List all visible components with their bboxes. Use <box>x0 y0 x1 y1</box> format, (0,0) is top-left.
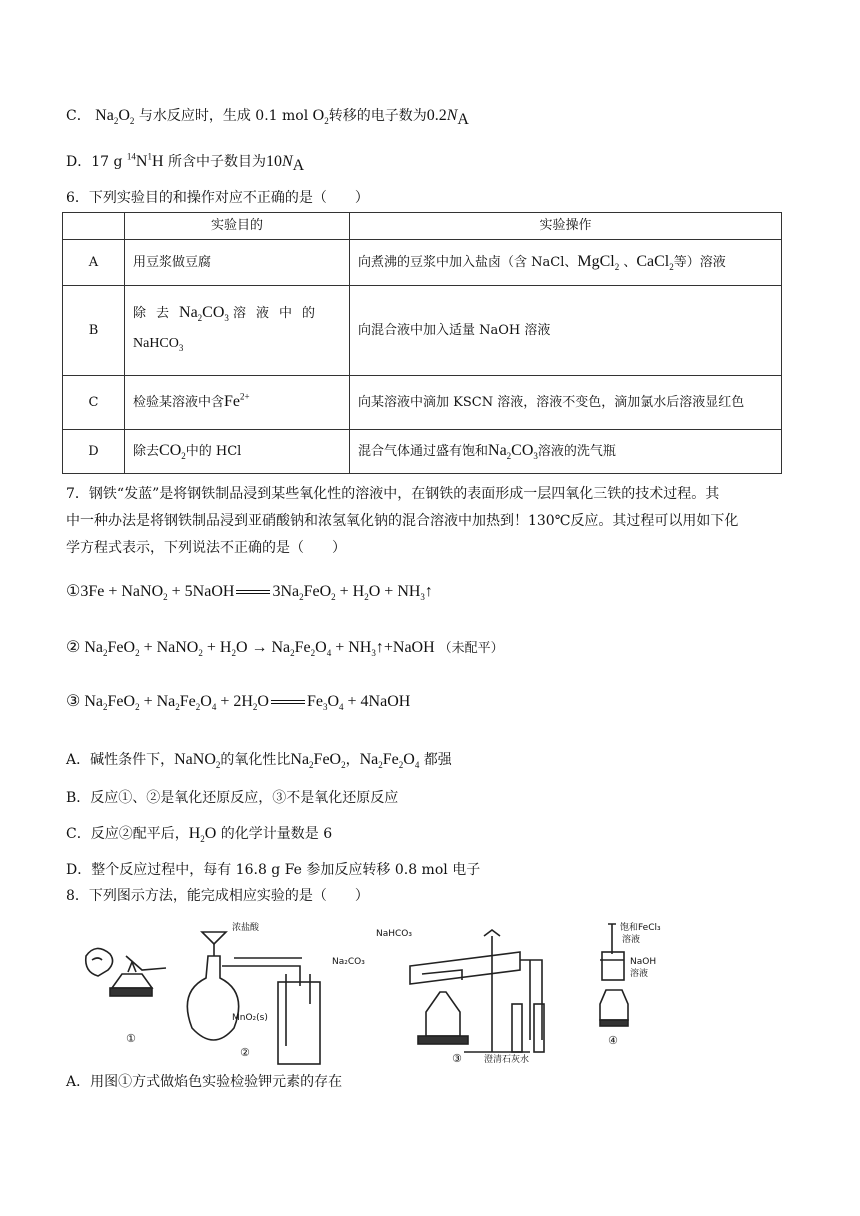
figure-3-number: ③ <box>452 1052 462 1065</box>
figure-4-number: ④ <box>608 1034 618 1047</box>
avogadro-symbol: N <box>446 107 458 124</box>
formula-na2fe2o4: $Na_2Fe_2O_4$ <box>359 751 420 771</box>
option-text-2: 的化学计量数是 6 <box>220 826 333 842</box>
table-row <box>63 240 782 286</box>
table-header-row <box>63 213 782 240</box>
table-row <box>63 286 782 376</box>
equation-1: ①3Fe + NaNO$_2$ + 5NaOH $3Na_2FeO_2 + H_2O$ + $NH_3↑$ <box>66 583 433 603</box>
equation-3: ③ $Na_2FeO_2 + Na_2Fe_2O_4 + 2H_2O$ $Fe_3O_4$ + 4NaOH <box>66 693 411 713</box>
formula-nahco3: NaHCO$_3$ <box>133 336 184 353</box>
q7-option-a: A．碱性条件下，NaNO$_2$的氧化性比$Na_2FeO_2$，$Na_2Fe_2O_4$ 都强 <box>66 751 452 771</box>
row-purpose: 用豆浆做豆腐 <box>125 240 350 286</box>
q7-option-d: D．整个反应过程中，每有 16.8 g Fe 参加反应转移 0.8 mol 电子 <box>66 862 481 878</box>
value: 10 <box>265 153 282 170</box>
header-blank <box>63 213 125 240</box>
table-row <box>63 430 782 474</box>
table-row <box>63 376 782 430</box>
q6-table <box>62 212 782 474</box>
label-concentrated-hcl: 浓盐酸 <box>232 923 260 933</box>
avogadro-sub: A <box>457 110 469 128</box>
formula-na2o2: $Na_2O_2$ <box>95 107 135 127</box>
q6-stem: 6．下列实验目的和操作对应不正确的是（ ） <box>66 190 369 206</box>
avogadro-symbol: N <box>281 153 293 170</box>
header-purpose: 实验目的 <box>125 213 350 240</box>
header-operation: 实验操作 <box>350 213 782 240</box>
formula-o2: $O_2$ <box>312 107 329 127</box>
q8-option-a: A．用图①方式做焰色实验检验钾元素的存在 <box>66 1074 343 1090</box>
figure-2-chlorine <box>187 932 320 1064</box>
option-text: C．反应②配平后， <box>66 826 189 842</box>
label-limewater: 澄清石灰水 <box>484 1055 530 1065</box>
op-text-2: 等）溶液 <box>673 255 726 270</box>
option-text: A．碱性条件下， <box>66 752 175 768</box>
op-text: 混合气体通过盛有饱和 <box>358 444 489 459</box>
row-operation: 向煮沸的豆浆中加入盐卤（含 NaCl、MgCl$_2$ 、CaCl$_2$等）溶液 <box>350 240 782 286</box>
figure-3-decomposition <box>410 930 544 1052</box>
q8-stem: 8．下列图示方法，能完成相应实验的是（ ） <box>66 888 369 904</box>
label-nahco3: NaHCO₃ <box>376 929 412 939</box>
row-label: A <box>63 240 125 286</box>
formula-na2co3: $Na_2CO_3$ <box>179 304 229 324</box>
purpose-text-2: 中的 HCl <box>185 444 242 459</box>
formula-nh: $^{14}N^1H$ <box>126 151 164 170</box>
row-operation: 向混合液中加入适量 NaOH 溶液 <box>350 286 782 376</box>
row-label: B <box>63 286 125 376</box>
unbalanced-note: （未配平） <box>438 641 504 656</box>
option-text-3: 都强 <box>423 752 452 768</box>
q7-stem-line-3: 学方程式表示，下列说法不正确的是（ ） <box>66 540 346 556</box>
label-fecl3-solution: 溶液 <box>622 935 641 945</box>
label-fecl3: 饱和FeCl₃ <box>620 923 661 933</box>
option-text-2: 的氧化性比 <box>220 752 291 768</box>
row-operation <box>350 430 782 474</box>
value: 0.2 <box>426 107 447 124</box>
apparatus-figures <box>72 916 672 1066</box>
formula-na2co3: $Na_2CO_3$ <box>488 442 538 462</box>
row-purpose <box>125 286 350 376</box>
option-prefix: C． <box>66 108 91 124</box>
figure-1-flame-test <box>86 948 166 996</box>
q7-option-c <box>66 824 332 844</box>
figure-1-number: ① <box>126 1032 136 1045</box>
formula-cacl2: CaCl$_2$ <box>636 253 674 273</box>
q7-stem-line-2: 中一种办法是将钢铁制品浸到亚硝酸钠和浓氢氧化钠的混合溶液中加热到！130℃反应。其过程可以用如下化 <box>66 513 739 529</box>
option-text: 所含中子数目为 <box>167 154 266 170</box>
formula-fe2plus: $Fe^{2+}$ <box>224 391 250 410</box>
label-na2co3: Na₂CO₃ <box>332 957 365 967</box>
purpose-text: 除去 <box>133 306 180 321</box>
q5-option-d <box>66 152 304 172</box>
option-text-2: 转移的电子数为 <box>328 108 427 124</box>
row-purpose <box>125 376 350 430</box>
formula-mgcl2: MgCl$_2$ <box>577 253 620 273</box>
q5-option-c <box>66 106 469 126</box>
purpose-text-2: 溶液中的 <box>233 306 326 321</box>
op-text: 向煮沸的豆浆中加入盐卤（含 NaCl、 <box>358 255 578 270</box>
row-operation: 向某溶液中滴加 KSCN 溶液，溶液不变色，滴加氯水后溶液显红色 <box>350 376 782 430</box>
q7-option-b: B．反应①、②是氧化还原反应，③不是氧化还原反应 <box>66 790 399 806</box>
q7-stem-line-1: 7．钢铁“发蓝”是将钢铁制品浸到某些氧化性的溶液中，在钢铁的表面形成一层四氧化三铁的技术过程。其 <box>66 486 720 502</box>
avogadro-sub: A <box>292 156 305 174</box>
figure-2-number: ② <box>240 1046 250 1059</box>
equation-2: ② $Na_2FeO_2$ + NaNO$_2$ + $H_2O \to Na_2Fe_2O_4$ + $NH_3↑+NaOH$ （未配平） <box>66 639 504 659</box>
label-mno2: MnO₂(s) <box>232 1013 268 1023</box>
option-prefix: D．17 g <box>66 154 127 170</box>
purpose-text: 除去 <box>133 444 160 459</box>
row-purpose <box>125 430 350 474</box>
op-text-2: 溶液的洗气瓶 <box>537 444 616 459</box>
row-label: D <box>63 430 125 474</box>
formula-co2: $CO_2$ <box>159 442 186 462</box>
purpose-text: 检验某溶液中含 <box>133 395 225 410</box>
label-naoh-solution: 溶液 <box>630 969 649 979</box>
formula-na2feo2: $Na_2FeO_2$ <box>290 751 346 771</box>
row-label: C <box>63 376 125 430</box>
formula-h2o: $H_2O$ <box>188 825 217 845</box>
label-naoh: NaOH <box>630 957 657 967</box>
option-text: 与水反应时，生成 0.1 mol <box>138 108 313 124</box>
formula-nano2: NaNO$_2$ <box>174 751 221 771</box>
